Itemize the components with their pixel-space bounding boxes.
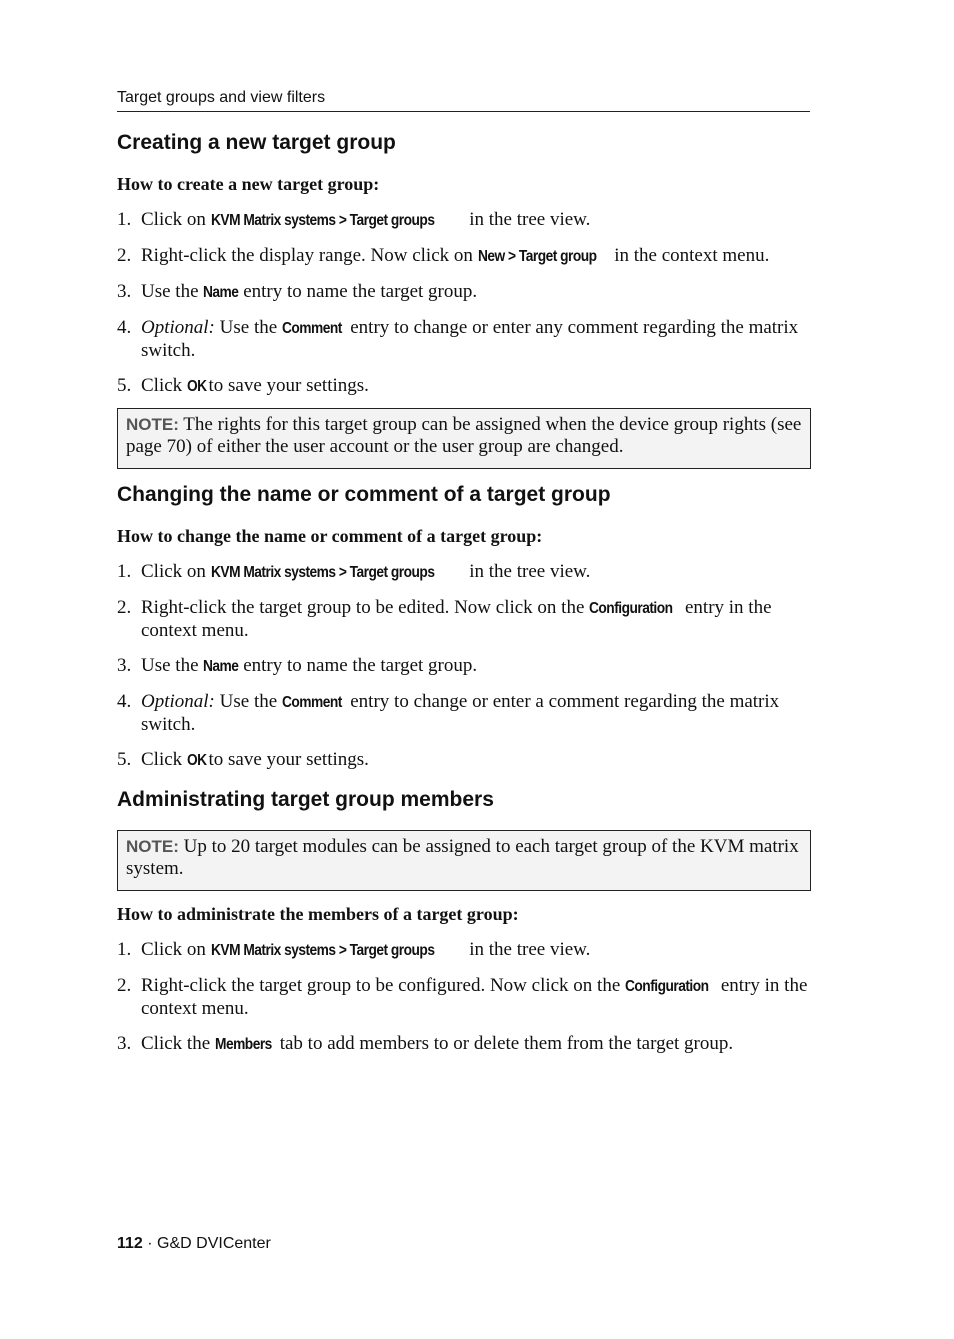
step-number: 1. [117, 561, 132, 582]
step-number: 2. [117, 975, 132, 996]
running-header: Target groups and view filters [117, 89, 810, 112]
step-text: to save your settings. [203, 375, 369, 396]
steps-creating [117, 209, 810, 411]
step-text: Click on [141, 939, 211, 960]
list-item [117, 939, 810, 962]
note-tag: NOTE: [126, 415, 179, 434]
step-text: Use the [141, 655, 204, 676]
lead-administrating: How to administrate the members of a target group: [117, 904, 519, 924]
ui-term: KVM Matrix systems > Target groups [210, 942, 435, 959]
steps-changing [117, 561, 810, 785]
step-number: 5. [117, 375, 132, 396]
steps-administrating [117, 939, 810, 1069]
ui-term: Configuration [589, 600, 673, 617]
list-item [117, 655, 810, 678]
ui-term: Comment [281, 320, 342, 337]
step-text: Right-click the target group to be edited. Now click on the [141, 597, 590, 618]
ui-term: Comment [281, 694, 342, 711]
ui-term: Configuration [625, 978, 709, 995]
list-item [117, 281, 810, 304]
optional-label: Optional: [141, 691, 215, 712]
lead-creating: How to create a new target group: [117, 174, 380, 194]
list-item [117, 1033, 810, 1056]
section-title-creating: Creating a new target group [117, 131, 396, 154]
page-number: 112 [117, 1235, 143, 1252]
step-text: entry in the context menu. [141, 975, 808, 1019]
step-text: Click on [141, 561, 211, 582]
ui-term: New > Target group [477, 248, 597, 265]
list-item [117, 375, 810, 398]
list-item [117, 561, 810, 584]
ui-term: Name [203, 658, 239, 675]
step-number: 2. [117, 597, 132, 618]
list-item [117, 317, 810, 362]
ui-term: OK [186, 378, 207, 395]
step-text: tab to add members to or delete them from the target group. [274, 1033, 734, 1054]
note-text: The rights for this target group can be assigned when the device group rights (see page 70) of either the user account or the user group are changed. [126, 414, 802, 457]
step-text: in the tree view. [464, 939, 591, 960]
step-text: Click the [141, 1033, 215, 1054]
step-text: Right-click the target group to be configured. Now click on the [141, 975, 626, 996]
optional-label: Optional: [141, 317, 215, 338]
step-text: in the tree view. [464, 209, 591, 230]
ui-term: OK [186, 752, 207, 769]
note-box-limit [117, 830, 811, 891]
step-number: 2. [117, 245, 132, 266]
ui-term: KVM Matrix systems > Target groups [210, 564, 435, 581]
footer-product: G&D DVICenter [157, 1235, 271, 1252]
step-text: to save your settings. [203, 749, 369, 770]
ui-term: Name [203, 284, 239, 301]
note-text: Up to 20 target modules can be assigned to each target group of the KVM matrix system. [126, 836, 799, 879]
step-text: entry to change or enter any comment regarding the matrix switch. [141, 317, 799, 361]
list-item [117, 209, 810, 232]
step-text: Click on [141, 209, 211, 230]
step-text: Click [141, 375, 187, 396]
list-item [117, 597, 810, 642]
step-number: 3. [117, 1033, 132, 1054]
step-text: Use the [214, 691, 282, 712]
section-title-administrating: Administrating target group members [117, 788, 494, 811]
step-text: in the tree view. [464, 561, 591, 582]
step-number: 1. [117, 209, 132, 230]
step-text: entry to change or enter a comment regarding the matrix switch. [141, 691, 780, 735]
ui-term: Members [214, 1036, 272, 1053]
page-footer [117, 1235, 271, 1253]
step-text: in the context menu. [609, 245, 770, 266]
footer-separator: · [142, 1235, 158, 1252]
list-item [117, 975, 810, 1020]
step-text: Use the [141, 281, 204, 302]
list-item [117, 691, 810, 736]
step-number: 4. [117, 691, 132, 712]
step-text: Click [141, 749, 187, 770]
step-number: 4. [117, 317, 132, 338]
lead-changing: How to change the name or comment of a target group: [117, 526, 543, 546]
section-title-changing: Changing the name or comment of a target group [117, 483, 611, 506]
step-text: entry in the context menu. [141, 597, 772, 641]
list-item [117, 245, 810, 268]
step-number: 3. [117, 281, 132, 302]
note-box-rights [117, 408, 811, 469]
step-text: entry to name the target group. [238, 281, 478, 302]
step-number: 5. [117, 749, 132, 770]
step-text: Right-click the display range. Now click on [141, 245, 478, 266]
step-text: entry to name the target group. [238, 655, 478, 676]
step-text: Use the [214, 317, 282, 338]
step-number: 3. [117, 655, 132, 676]
step-number: 1. [117, 939, 132, 960]
list-item [117, 749, 810, 772]
note-tag: NOTE: [126, 837, 179, 856]
ui-term: KVM Matrix systems > Target groups [210, 212, 435, 229]
